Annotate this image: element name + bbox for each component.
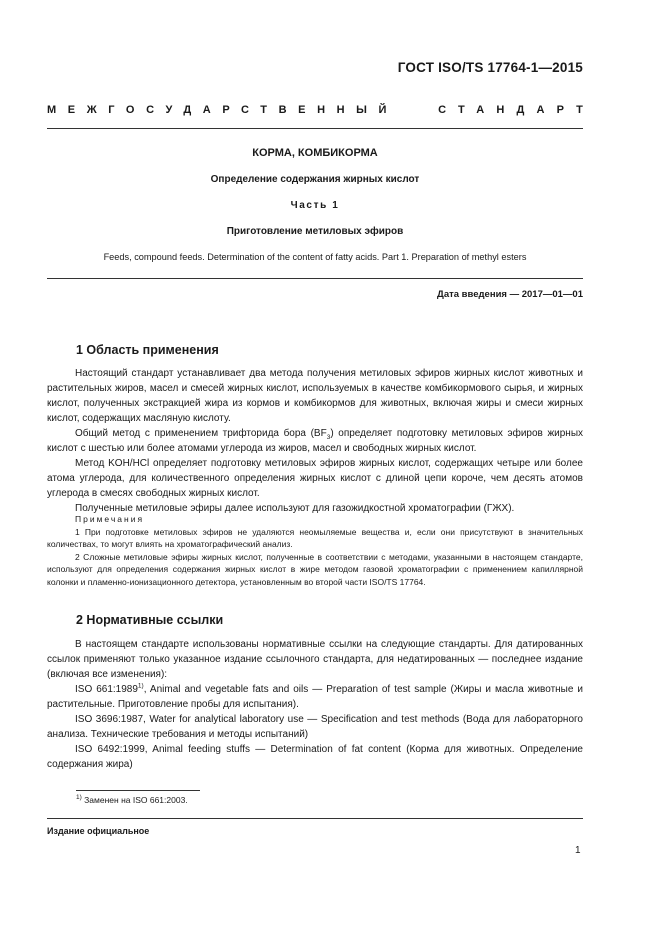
document-subtitle: Определение содержания жирных кислот (210, 174, 420, 185)
reference-item (47, 682, 583, 712)
document-title: КОРМА, КОМБИКОРМА (252, 147, 378, 159)
section1-heading: 1 Область применения (76, 343, 219, 357)
part-label: Часть 1 (290, 200, 340, 211)
header-rule (47, 128, 583, 129)
footnote-ref: 1) (137, 682, 144, 690)
footnote-mark: 1) (76, 794, 82, 802)
part-title: Приготовление метиловых эфиров (226, 226, 404, 237)
section1-paragraph: Метод KOH/HCl определяет подготовку метиловых эфиров жирных кислот, содержащих четыре или более атома углерода, для количественного определения жирных кислот с длиной цепи короче, чем десять атомов углерода в смесях свободных жирных кислот. (47, 458, 583, 499)
note-item: 1 При подготовке метиловых эфиров не удаляются неомыляемые вещества и, если они присутствуют в значительных количествах, то могут влиять на хроматографический анализ. (47, 526, 583, 549)
footnote-rule (76, 790, 200, 791)
section2-paragraph: В настоящем стандарте использованы нормативные ссылки на следующие стандарты. Для датированных ссылок применяют только указанное издание ссылочного стандарта, для недатированных — последнее издание (включая все изменения): (47, 639, 583, 680)
subscript: 3 (326, 434, 331, 441)
paragraph-text: ) определяет подготовку метиловых эфиров жирных кислот с шестью или более атомами углерода из жиров, масел и свободных жирных кислот. (47, 428, 584, 454)
note-item: 2 Сложные метиловые эфиры жирных кислот, полученные в соответствии с методами, указанными в настоящем стандарте, используют для определения содержания жирных кислот в жире методом газовой хроматографии с применением капиллярной колонки и пламенно-ионизационного детектора, установленным во второй части ISO/TS 17764. (47, 551, 583, 587)
paragraph-text: Общий метод с применением трифторида бора (BF (75, 428, 327, 439)
footnote (76, 795, 188, 805)
reference-text: , Animal and vegetable fats and oils — Preparation of test sample (Жиры и масла животные и растительные. Приготовление пробы для испытания). (47, 684, 583, 710)
official-edition-label: Издание официальное (47, 826, 150, 836)
section2-body (47, 637, 583, 772)
reference-item: ISO 3696:1987, Water for analytical laboratory use — Specification and test methods (Вода для лабораторного анализа. Технические требования и методы испытаний) (47, 714, 583, 740)
notes-heading: Примечания (75, 514, 145, 524)
section1-paragraph: Полученные метиловые эфиры далее используют для газожидкостной хроматографии (ГЖХ). (75, 503, 515, 514)
notes-block (47, 513, 583, 588)
english-title: Feeds, compound feeds. Determination of the content of fatty acids. Part 1. Preparation of methyl esters (103, 252, 527, 262)
standard-type-line (47, 104, 595, 116)
footer-rule (47, 818, 583, 819)
standard-type-word2: СТАНДАРТ (438, 104, 595, 116)
section1-paragraph (47, 426, 583, 456)
introduction-date: Дата введения — 2017—01—01 (437, 289, 583, 300)
reference-text: ISO 661:1989 (75, 684, 138, 695)
footnote-text: Заменен на ISO 661:2003. (84, 795, 188, 805)
section1-body (47, 366, 583, 516)
page-number: 1 (575, 845, 581, 856)
reference-item: ISO 6492:1999, Animal feeding stuffs — Determination of fat content (Корма для животных. Определение содержания жира) (47, 744, 583, 770)
title-rule (47, 278, 583, 279)
section1-paragraph: Настоящий стандарт устанавливает два метода получения метиловых эфиров жирных кислот животных и растительных жиров, масел и смесей жирных кислот, используемых в качестве комбикормового сырья, и жирных кислот, полученных экстракцией жира из кормов и комбикормов для животных, включая жиры и смеси жирных кислот, содержащих масляную кислоту. (47, 368, 583, 424)
gost-code: ГОСТ ISO/TS 17764-1—2015 (397, 60, 583, 75)
section2-heading: 2 Нормативные ссылки (76, 613, 224, 627)
standard-type-word1: МЕЖГОСУДАРСТВЕННЫЙ (47, 104, 399, 116)
